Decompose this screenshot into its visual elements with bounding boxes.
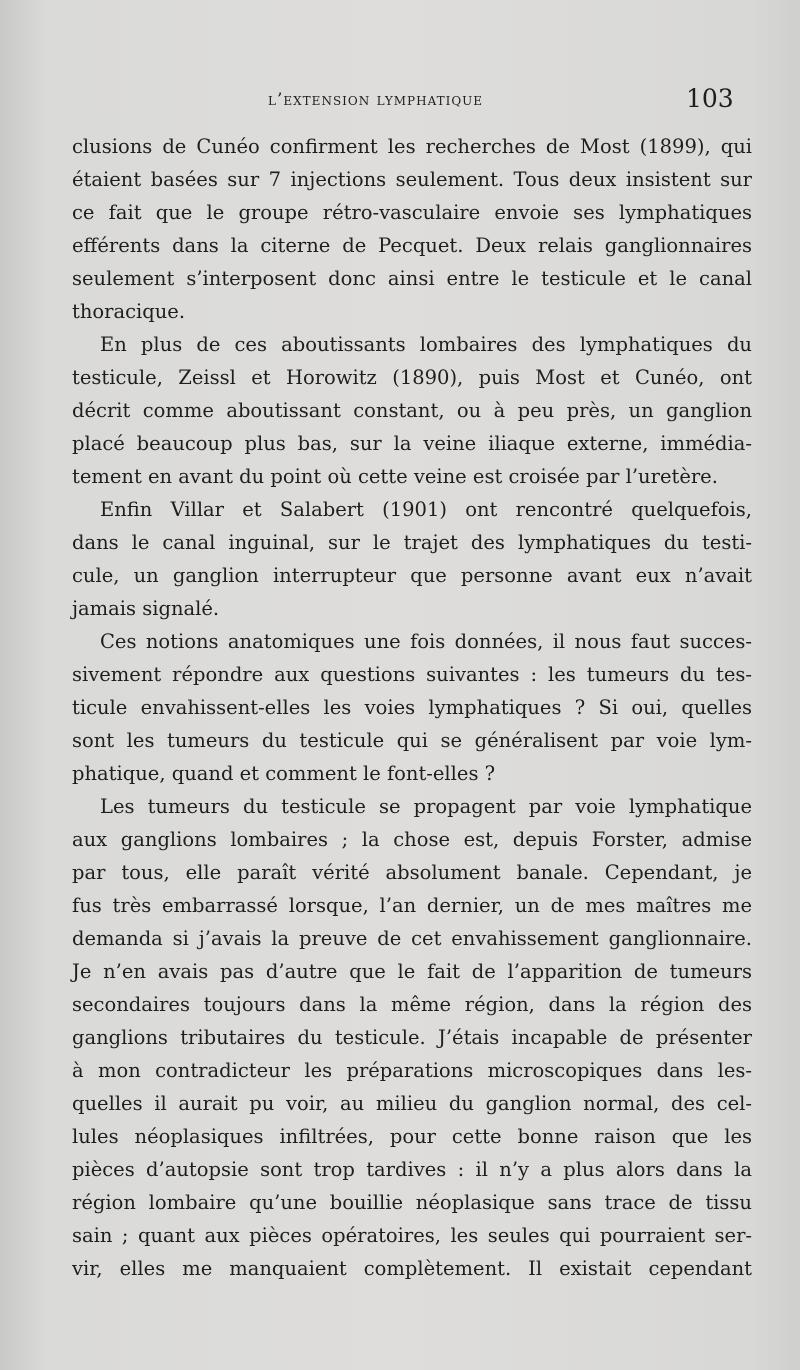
text-line: région lombaire qu’une bouillie néoplasique sans trace de tissu bbox=[72, 1191, 752, 1214]
text-line: ticule envahissent-elles les voies lymphatiques ? Si oui, quelles bbox=[72, 696, 752, 719]
text-line: tement en avant du point où cette veine est croisée par l’uretère. bbox=[72, 465, 718, 488]
text-line: phatique, quand et comment le font-elles ? bbox=[72, 762, 496, 785]
text-line: clusions de Cunéo confirment les recherches de Most (1899), qui bbox=[72, 135, 752, 158]
text-line: décrit comme aboutissant constant, ou à peu près, un ganglion bbox=[72, 399, 752, 422]
text-line: placé beaucoup plus bas, sur la veine iliaque externe, immédia- bbox=[72, 432, 752, 455]
text-line: pièces d’autopsie sont trop tardives : il n’y a plus alors dans la bbox=[72, 1158, 752, 1181]
text-line: à mon contradicteur les préparations microscopiques dans les- bbox=[72, 1059, 752, 1082]
text-line: étaient basées sur 7 injections seulement. Tous deux insistent sur bbox=[72, 168, 752, 191]
body-text bbox=[72, 130, 752, 1285]
text-line: par tous, elle paraît vérité absolument banale. Cependant, je bbox=[72, 861, 752, 884]
text-line: Enfin Villar et Salabert (1901) ont rencontré quelquefois, bbox=[100, 498, 752, 521]
page-number: 103 bbox=[686, 84, 734, 113]
page-header bbox=[0, 84, 800, 120]
text-line: aux ganglions lombaires ; la chose est, depuis Forster, admise bbox=[72, 828, 752, 851]
text-line: vir, elles me manquaient complètement. Il existait cependant bbox=[72, 1257, 752, 1280]
text-line: testicule, Zeissl et Horowitz (1890), puis Most et Cunéo, ont bbox=[72, 366, 752, 389]
text-line: thoracique. bbox=[72, 300, 186, 323]
text-line: Je n’en avais pas d’autre que le fait de l’apparition de tumeurs bbox=[72, 960, 752, 983]
text-line: sivement répondre aux questions suivantes : les tumeurs du tes- bbox=[72, 663, 752, 686]
text-line: cule, un ganglion interrupteur que personne avant eux n’avait bbox=[72, 564, 752, 587]
text-line: En plus de ces aboutissants lombaires des lymphatiques du bbox=[100, 333, 752, 356]
text-line: ce fait que le groupe rétro-vasculaire envoie ses lymphatiques bbox=[72, 201, 752, 224]
text-line: demanda si j’avais la preuve de cet envahissement ganglionnaire. bbox=[72, 927, 752, 950]
text-line: dans le canal inguinal, sur le trajet des lymphatiques du testi- bbox=[72, 531, 752, 554]
text-line: Ces notions anatomiques une fois données, il nous faut succes- bbox=[100, 630, 752, 653]
text-line: sont les tumeurs du testicule qui se généralisent par voie lym- bbox=[72, 729, 752, 752]
text-line: fus très embarrassé lorsque, l’an dernier, un de mes maîtres me bbox=[72, 894, 752, 917]
text-line: jamais signalé. bbox=[72, 597, 220, 620]
text-line: quelles il aurait pu voir, au milieu du ganglion normal, des cel- bbox=[72, 1092, 752, 1115]
text-line: secondaires toujours dans la même région, dans la région des bbox=[72, 993, 752, 1016]
text-line: efférents dans la citerne de Pecquet. Deux relais ganglionnaires bbox=[72, 234, 752, 257]
text-line: sain ; quant aux pièces opératoires, les seules qui pourraient ser- bbox=[72, 1224, 752, 1247]
running-title: l’extension lymphatique bbox=[268, 90, 484, 110]
text-line: ganglions tributaires du testicule. J’étais incapable de présenter bbox=[72, 1026, 752, 1049]
text-line: lules néoplasiques infiltrées, pour cette bonne raison que les bbox=[72, 1125, 752, 1148]
text-line: seulement s’interposent donc ainsi entre le testicule et le canal bbox=[72, 267, 752, 290]
text-line: Les tumeurs du testicule se propagent par voie lymphatique bbox=[100, 795, 752, 818]
